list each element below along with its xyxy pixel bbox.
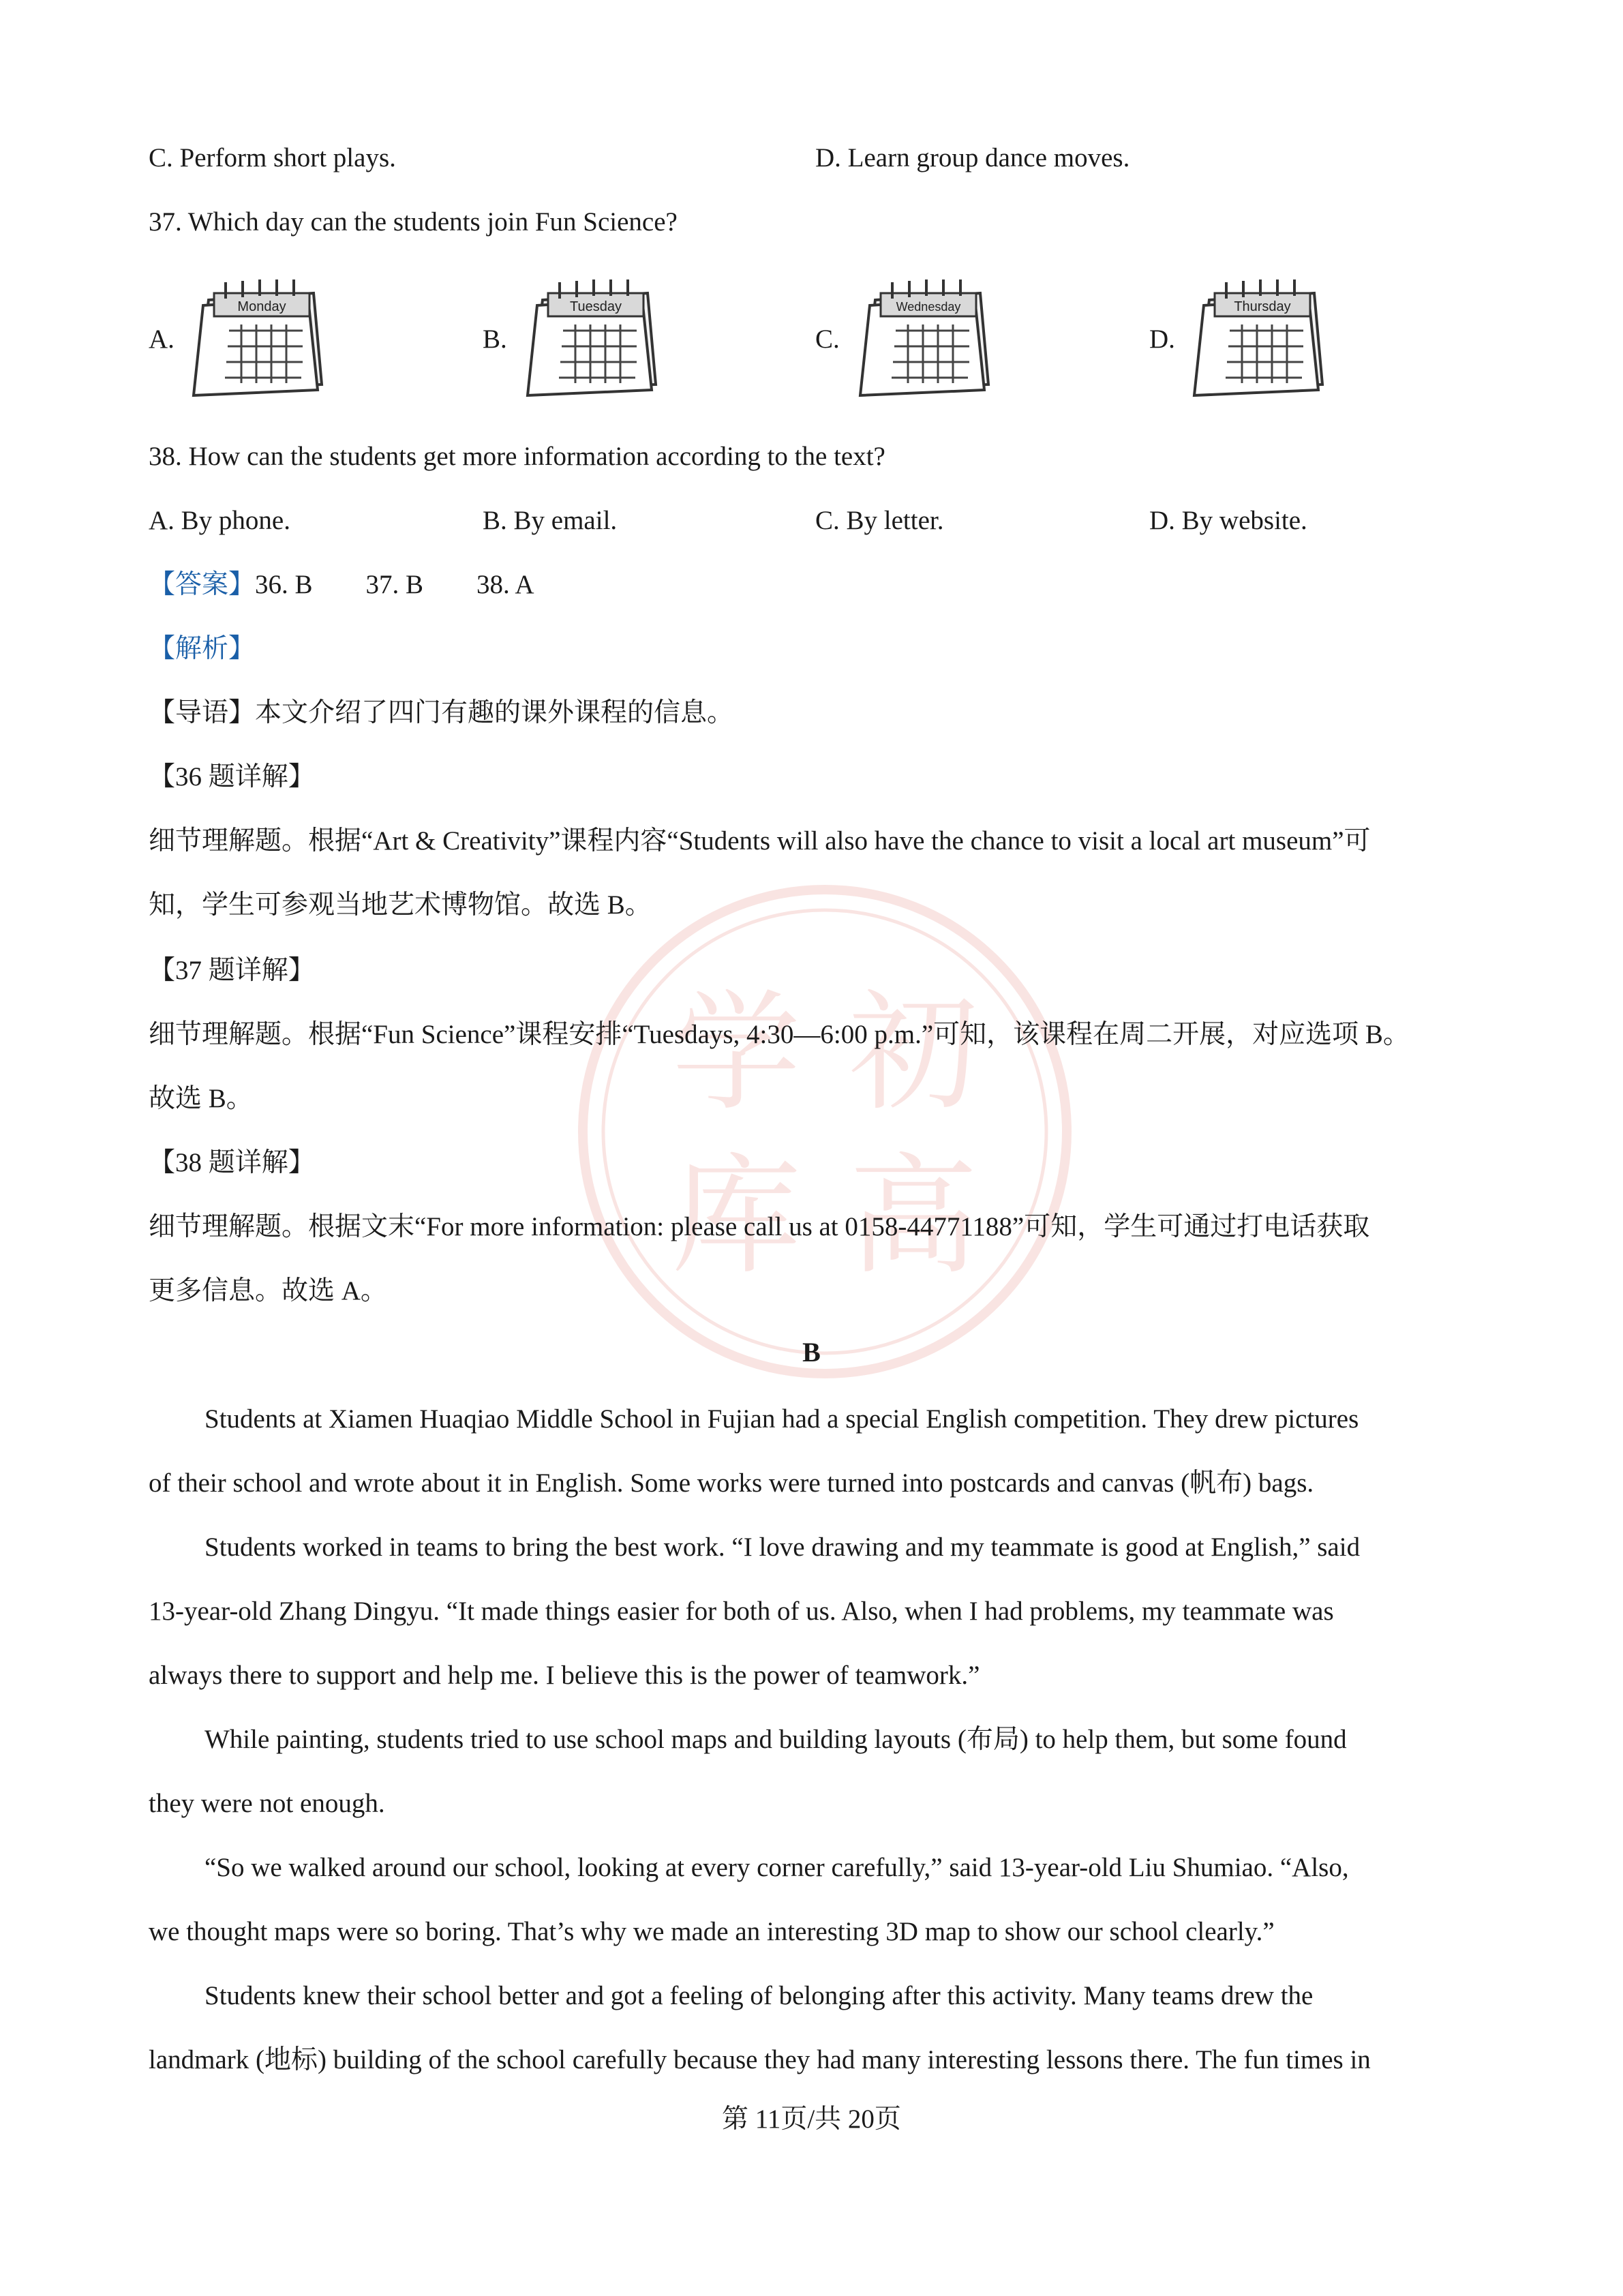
watermark-char: 学 xyxy=(671,978,802,1128)
section-title: B xyxy=(802,1337,821,1368)
analysis-heading: 【解析】 xyxy=(149,634,256,663)
answer-item: 37. B xyxy=(365,570,424,599)
q36-option-d: D. Learn group dance moves. xyxy=(815,143,1130,172)
passage-line: 13-year-old Zhang Dingyu. “It made things easier for both of us. Also, when I had problems, my teammate was xyxy=(149,1597,1334,1626)
passage-line: Students worked in teams to bring the best work. “I love drawing and my teammate is good at English,” said xyxy=(204,1532,1361,1562)
answer-item: 36. B xyxy=(255,570,313,599)
answer-tag: 【答案】 xyxy=(149,570,256,599)
passage-line: landmark (地标) building of the school carefully because they had many interesting lessons there. The fun times in xyxy=(149,2045,1371,2074)
q38-option-c: C. By letter. xyxy=(815,506,944,535)
option-label: B. xyxy=(483,324,507,354)
detail-36-heading: 【36 题详解】 xyxy=(149,762,315,791)
passage-line: of their school and wrote about it in English. Some works were turned into postcards and canvas (帆布) bags. xyxy=(149,1468,1314,1498)
detail-38-heading: 【38 题详解】 xyxy=(149,1148,315,1177)
page-footer: 第 11页/共 20页 xyxy=(722,2104,901,2134)
option-label: D. xyxy=(1149,324,1175,354)
watermark-char: 高 xyxy=(848,1141,979,1292)
watermark-char: 初 xyxy=(848,978,979,1128)
calendar-icon xyxy=(1189,273,1325,402)
passage-line: While painting, students tried to use school maps and building layouts (布局) to help them, but some found xyxy=(204,1725,1347,1754)
passage-line: Students knew their school better and got a feeling of belonging after this activity. Many teams drew the xyxy=(204,1981,1314,2010)
passage-line: “So we walked around our school, looking at every corner carefully,” said 13-year-old Liu Shumiao. “Also, xyxy=(204,1853,1349,1882)
calendar-icon xyxy=(855,273,991,402)
calendar-day-label: Tuesday xyxy=(570,299,622,314)
q38-option-d: D. By website. xyxy=(1149,506,1307,535)
q36-option-c: C. Perform short plays. xyxy=(149,143,396,172)
q38-question: 38. How can the students get more information according to the text? xyxy=(149,442,885,471)
watermark-char: 库 xyxy=(671,1141,802,1292)
calendar-day-label: Monday xyxy=(237,299,286,314)
detail-37-line: 细节理解题。根据“Fun Science”课程安排“Tuesdays, 4:30—6:00 p.m.”可知，该课程在周二开展，对应选项 B。 xyxy=(149,1020,1410,1049)
calendar-icon xyxy=(522,273,658,402)
answer-line xyxy=(149,569,534,601)
passage-line: we thought maps were so boring. That’s why we made an interesting 3D map to show our school clearly.” xyxy=(149,1917,1275,1946)
guide-text: 【导语】本文介绍了四门有趣的课外课程的信息。 xyxy=(149,698,734,727)
passage-line: they were not enough. xyxy=(149,1789,385,1818)
detail-36-line: 知，学生可参观当地艺术博物馆。故选 B。 xyxy=(149,890,652,920)
detail-37-line: 故选 B。 xyxy=(149,1084,253,1113)
detail-38-line: 细节理解题。根据文末“For more information: please call us at 0158-44771188”可知，学生可通过打电话获取 xyxy=(149,1212,1370,1241)
q37-question: 37. Which day can the students join Fun Science? xyxy=(149,207,678,237)
detail-36-line: 细节理解题。根据“Art & Creativity”课程内容“Students will also have the chance to visit a local art museum”可 xyxy=(149,826,1371,856)
detail-37-heading: 【37 题详解】 xyxy=(149,956,315,985)
detail-38-line: 更多信息。故选 A。 xyxy=(149,1276,387,1305)
q38-option-b: B. By email. xyxy=(483,506,618,535)
answer-item: 38. A xyxy=(476,570,534,599)
option-label: A. xyxy=(149,324,175,354)
passage-line: always there to support and help me. I believe this is the power of teamwork.” xyxy=(149,1661,980,1690)
calendar-day-label: Thursday xyxy=(1234,299,1291,314)
calendar-icon xyxy=(188,273,324,402)
watermark-seal-icon xyxy=(573,879,1077,1384)
q38-option-a: A. By phone. xyxy=(149,506,290,535)
calendar-day-label: Wednesday xyxy=(896,300,961,314)
option-label: C. xyxy=(815,324,840,354)
passage-line: Students at Xiamen Huaqiao Middle School in Fujian had a special English competition. They drew pictures xyxy=(204,1404,1359,1434)
